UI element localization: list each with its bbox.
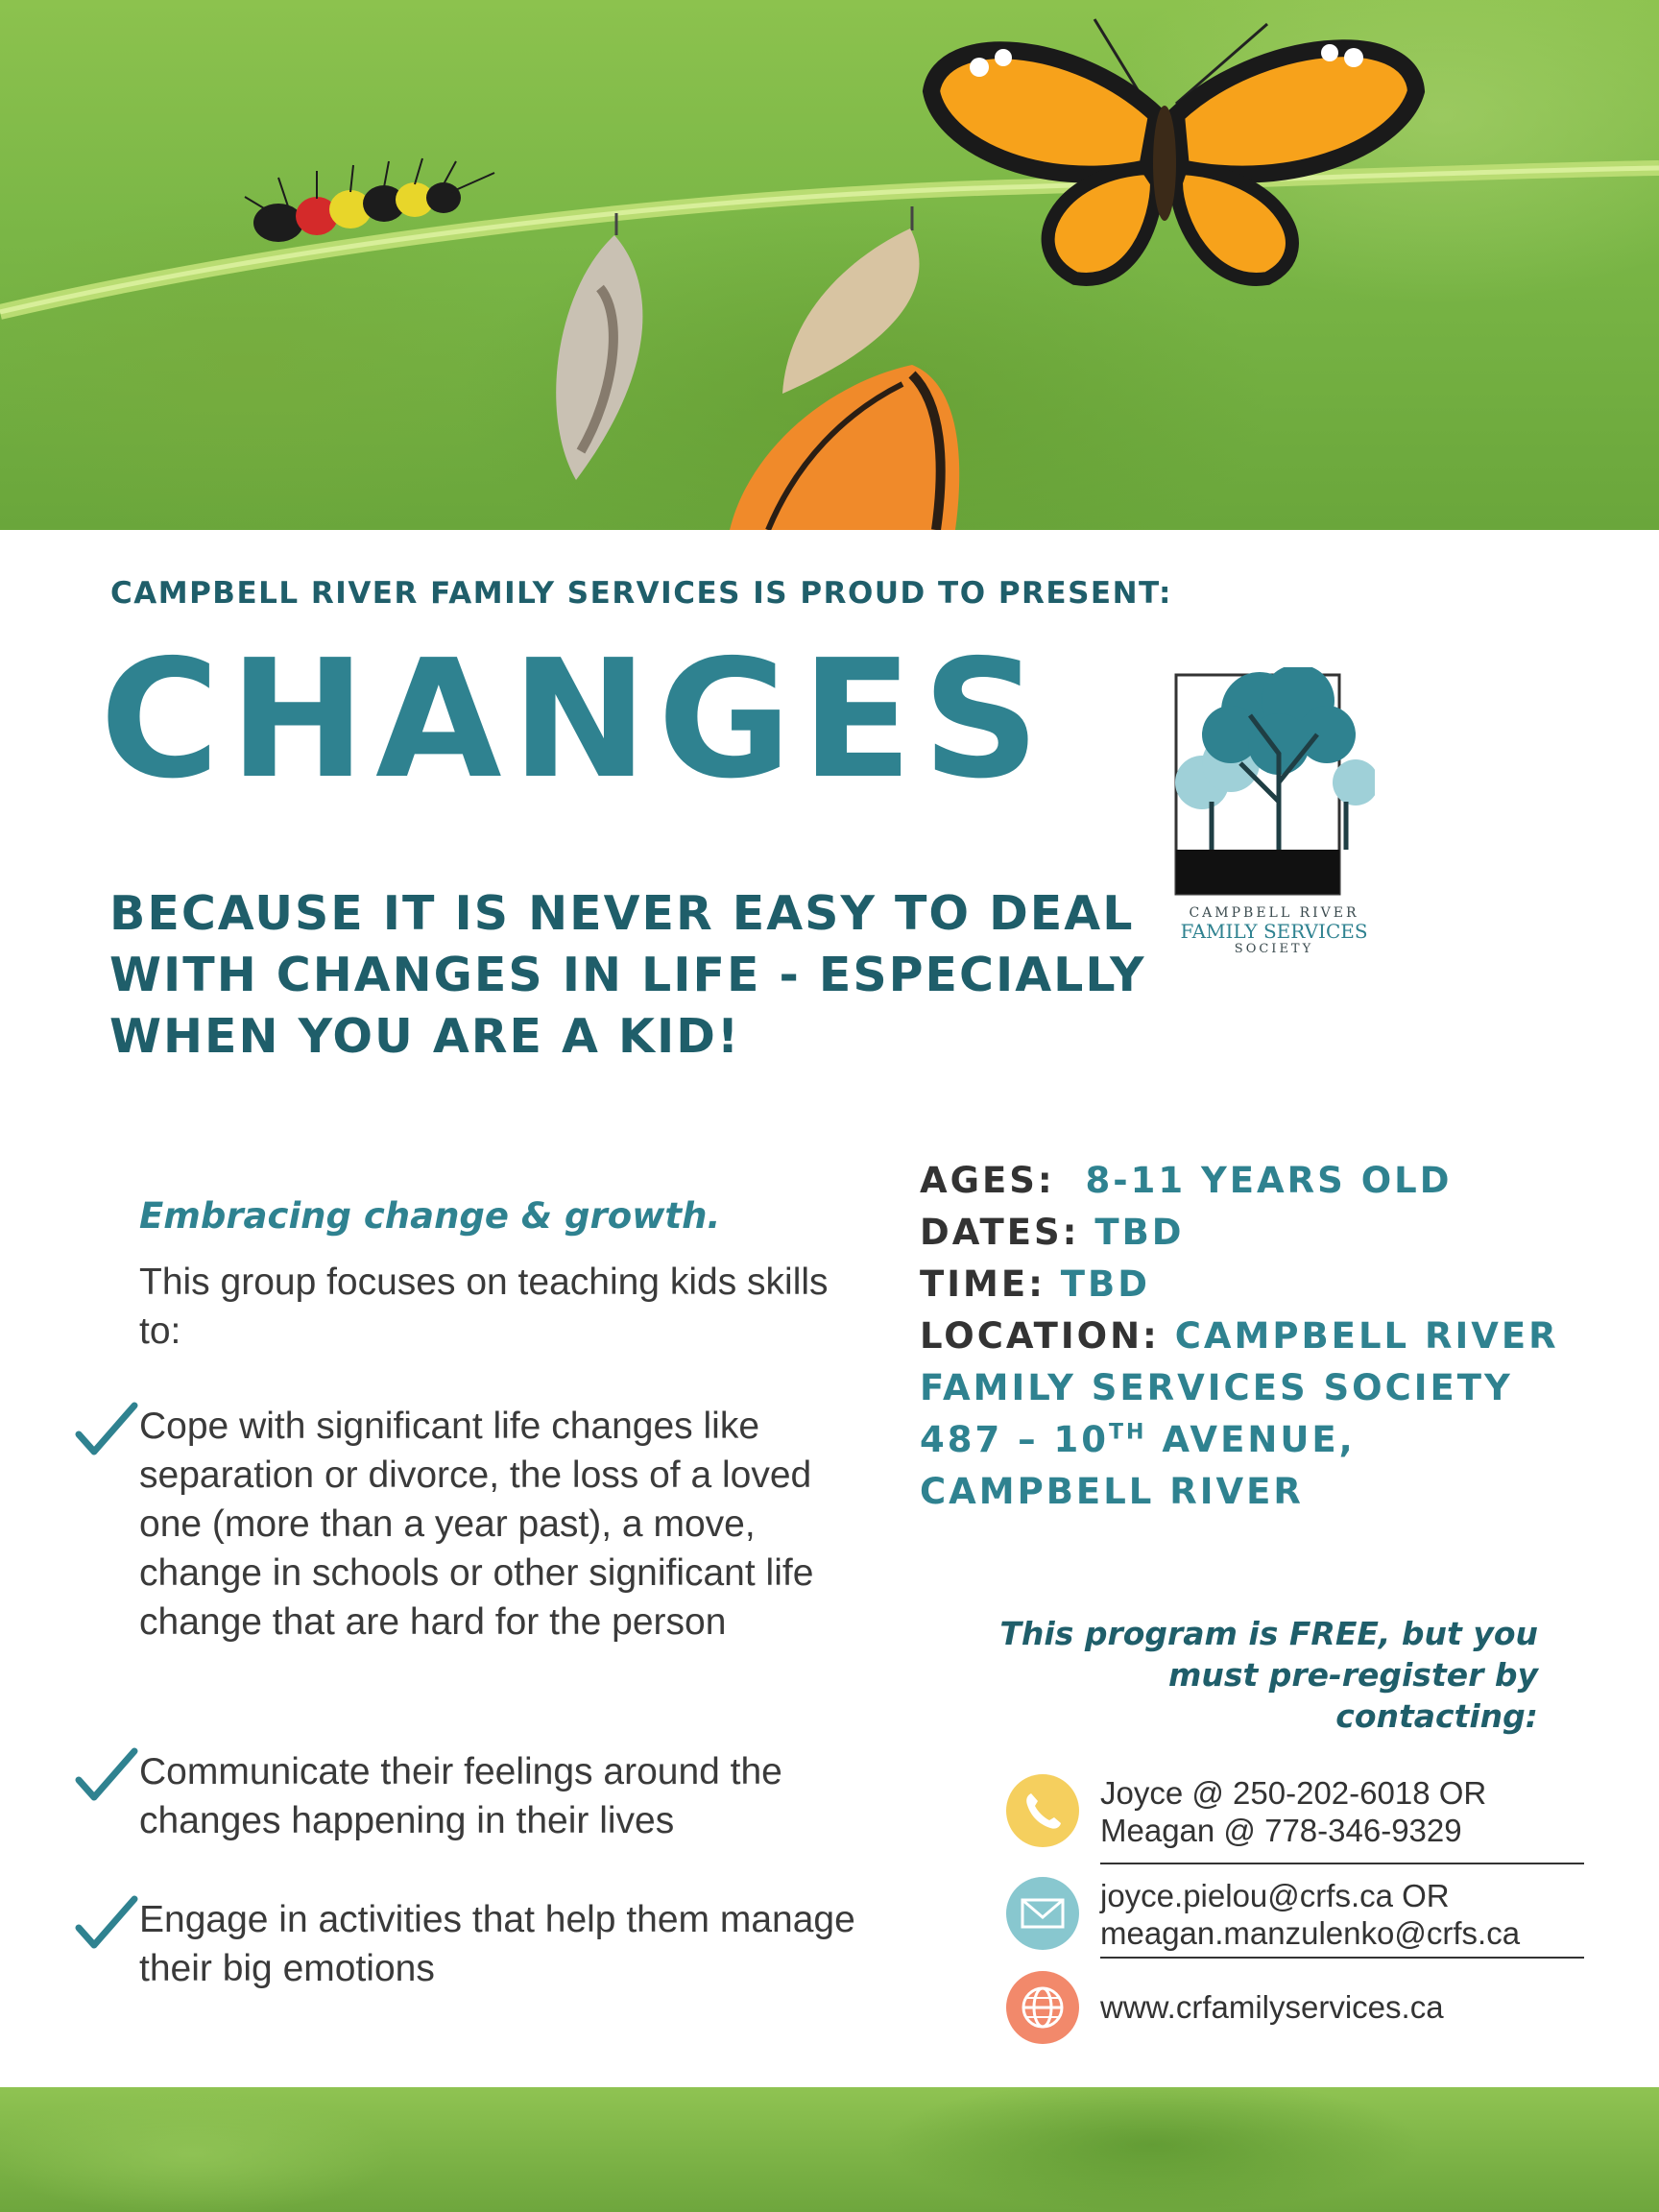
callout-line2: must pre-register by [1167,1656,1538,1694]
address-street: AVENUE, [1162,1419,1356,1460]
location-value-line2: FAMILY SERVICES SOCIETY [920,1367,1513,1408]
email-text [1100,1877,1520,1952]
emerging-butterfly-icon [730,206,959,530]
divider [1100,1863,1584,1864]
location-label: LOCATION: [920,1315,1160,1357]
registration-callout [943,1613,1538,1737]
time-label: TIME: [920,1263,1046,1305]
bullet-text: Engage in activities that help them manage their big emotions [139,1899,855,1989]
address-line [920,1414,1611,1466]
envelope-icon [1006,1877,1079,1950]
contact-phone [1006,1774,1544,1851]
contact-website [1006,1971,1544,2048]
butterfly-icon [931,19,1416,279]
dates-label: DATES: [920,1212,1080,1253]
logo-text-line3: SOCIETY [1234,942,1314,956]
time-value: TBD [1060,1263,1150,1305]
checkmark-icon [75,1895,138,1953]
logo-text-line1: CAMPBELL RIVER [1189,905,1359,921]
divider [1100,1957,1584,1959]
address-number: 487 – 10 [920,1419,1109,1460]
dates-value: TBD [1094,1212,1185,1253]
tree-logo-icon [1173,667,1375,898]
logo-text-line2: FAMILY SERVICES [1180,920,1368,943]
checkmark-icon [75,1402,138,1459]
intro-text: This group focuses on teaching kids skills to: [139,1262,829,1352]
footer-foliage-band [0,2087,1659,2212]
presenter-kicker: CAMPBELL RIVER FAMILY SERVICES IS PROUD TO PRESENT: [110,576,1172,611]
website-link[interactable]: www.crfamilyservices.ca [1100,1989,1444,2025]
crfs-logo [1173,667,1375,965]
ages-row [920,1155,1611,1207]
ages-value: 8-11 YEARS OLD [1085,1160,1453,1201]
globe-icon [1006,1971,1079,2044]
location-row [920,1310,1611,1362]
phone-line2: Meagan @ 778-346-9329 [1100,1813,1462,1848]
bullet-item [75,1402,872,1647]
phone-icon [1006,1774,1079,1847]
email-line2[interactable]: meagan.manzulenko@crfs.ca [1100,1915,1521,1951]
butterfly-lifecycle-illustration [0,0,1659,530]
program-subtitle: BECAUSE IT IS NEVER EASY TO DEAL WITH CHANGES IN LIFE - ESPECIALLY WHEN YOU ARE A KID! [109,886,1146,1064]
callout-line1: This program is FREE, but you [999,1615,1538,1652]
program-title: CHANGES [100,625,1049,815]
bullet-item [75,1895,872,1993]
hero-image [0,0,1659,530]
program-details [920,1155,1611,1518]
email-line1[interactable]: joyce.pielou@crfs.ca OR [1100,1878,1450,1913]
tagline: Embracing change & growth. [139,1195,721,1237]
callout-line3: contacting: [1335,1697,1538,1735]
checkmark-icon [75,1747,138,1805]
phone-line1: Joyce @ 250-202-6018 OR [1100,1775,1487,1811]
bullet-text: Cope with significant life changes like separation or divorce, the loss of a loved one (more than a year past), a move, change in schools or other significant life change that are hard for the person [139,1406,814,1643]
location-value-line1: CAMPBELL RIVER [1174,1315,1559,1357]
bullet-item [75,1747,872,1845]
contact-email [1006,1877,1544,1954]
phone-text [1100,1774,1486,1849]
address-suffix: TH [1109,1420,1147,1445]
bullet-text: Communicate their feelings around the changes happening in their lives [139,1751,782,1841]
ages-label: AGES: [920,1160,1055,1201]
dates-row [920,1207,1611,1259]
time-row [920,1259,1611,1310]
chrysalis-icon [556,213,642,480]
address-city: CAMPBELL RIVER [920,1471,1304,1512]
